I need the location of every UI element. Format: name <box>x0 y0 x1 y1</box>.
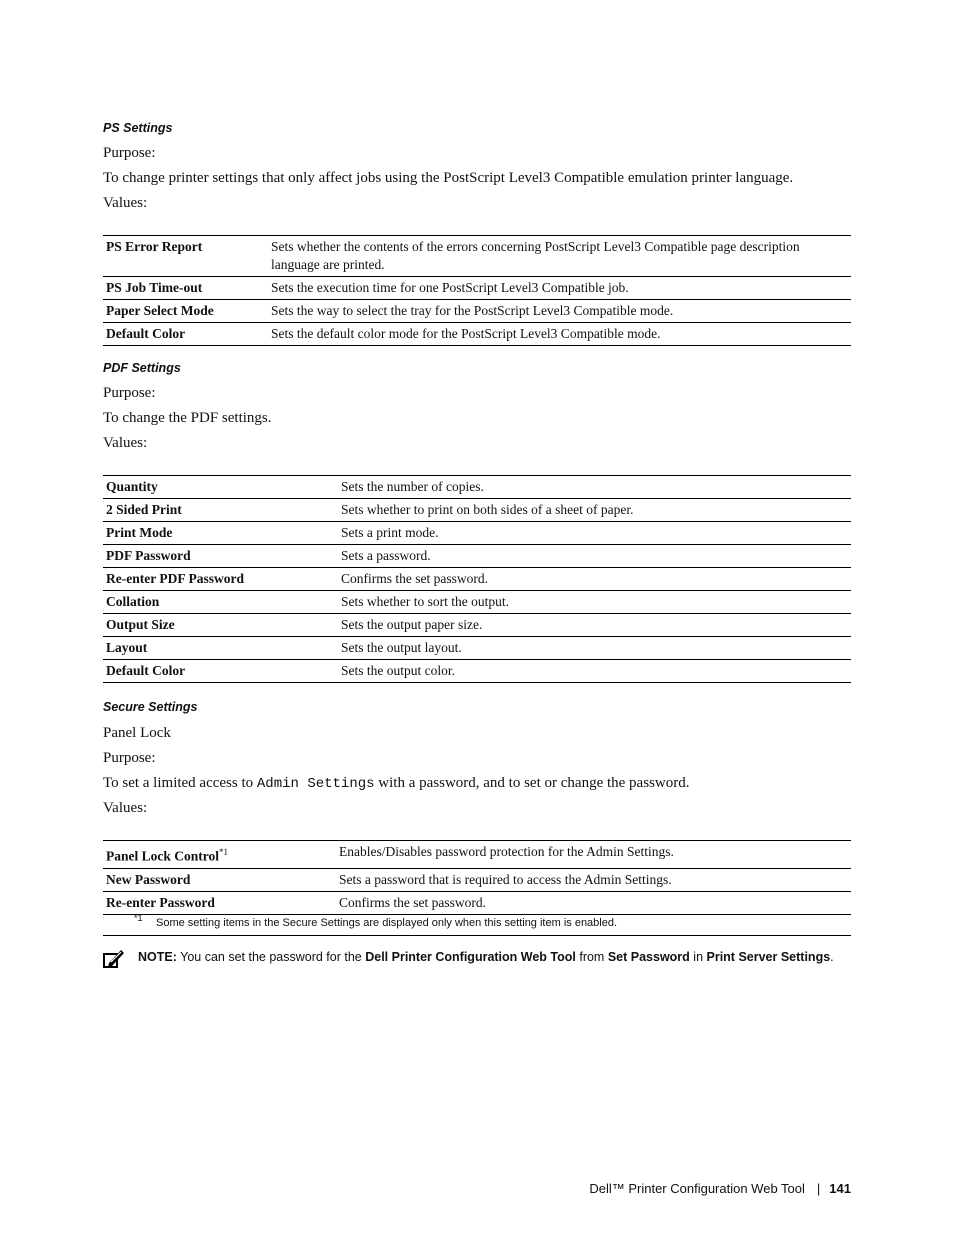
pdf-purpose-text: To change the PDF settings. <box>103 410 272 426</box>
table-footnote <box>103 911 851 936</box>
setting-description: Sets the output color. <box>341 663 455 678</box>
setting-name: Default Color <box>106 326 186 341</box>
secure-values-label: Values: <box>103 800 148 816</box>
footnote-reference: *1 <box>219 847 229 857</box>
table-row <box>103 522 851 545</box>
pdf-settings-heading: PDF Settings <box>103 361 181 375</box>
pdf-settings-table <box>103 475 851 683</box>
setting-name: PS Job Time-out <box>106 280 203 295</box>
setting-description: Sets a print mode. <box>341 525 439 540</box>
note-bold-set-password: Set Password <box>607 950 690 964</box>
table-row <box>103 236 851 277</box>
footnote-mark: *1 <box>134 913 143 923</box>
note-bold-tool: Dell Printer Configuration Web Tool <box>365 950 576 964</box>
table-row <box>103 841 851 869</box>
ps-purpose-text: To change printer settings that only affect jobs using the PostScript Level3 Compatible emulation printer language. <box>103 170 794 186</box>
setting-name: New Password <box>106 871 191 887</box>
ps-settings-table <box>103 235 851 346</box>
setting-name-text: Panel Lock Control <box>106 848 220 864</box>
table-row <box>103 545 851 568</box>
note-text-part: You can set the password for the <box>176 950 366 964</box>
table-row <box>103 591 851 614</box>
setting-name: Collation <box>106 594 160 609</box>
page-number: 141 <box>829 1181 851 1196</box>
panel-lock-subheading: Panel Lock <box>103 725 171 741</box>
table-row <box>103 868 851 891</box>
setting-description: Sets the output layout. <box>341 640 462 655</box>
purpose-text-start: To set a limited access to <box>103 775 257 791</box>
setting-name: Output Size <box>106 617 175 632</box>
table-row <box>103 277 851 300</box>
note-label: NOTE: <box>138 950 177 964</box>
table-row <box>103 660 851 683</box>
table-row <box>103 323 851 346</box>
secure-settings-table <box>103 840 851 915</box>
setting-name: Re-enter PDF Password <box>106 571 244 586</box>
table-row <box>103 499 851 522</box>
note-bold-print-server: Print Server Settings <box>706 950 831 964</box>
setting-name: 2 Sided Print <box>106 502 182 517</box>
note-text-part: in <box>689 950 707 964</box>
ps-purpose-label: Purpose: <box>103 145 156 161</box>
ps-settings-heading: PS Settings <box>103 121 173 135</box>
setting-description: Sets whether to sort the output. <box>341 594 509 609</box>
note-text-part: . <box>830 950 834 964</box>
setting-name: Default Color <box>106 663 186 678</box>
setting-description: Sets the number of copies. <box>341 479 484 494</box>
setting-description: Sets the way to select the tray for the PostScript Level3 Compatible mode. <box>271 303 674 318</box>
setting-description: Sets the output paper size. <box>341 617 483 632</box>
setting-name: Re-enter Password <box>106 894 215 910</box>
note-text-part: from <box>575 950 608 964</box>
setting-description: Sets a password. <box>341 548 431 563</box>
note-text <box>138 950 834 964</box>
setting-name: Print Mode <box>106 525 173 540</box>
setting-description: Sets whether the contents of the errors concerning PostScript Level3 Compatible page description language are printed. <box>271 239 800 272</box>
setting-description: Sets the execution time for one PostScript Level3 Compatible job. <box>271 280 629 295</box>
setting-name: Quantity <box>106 479 158 494</box>
secure-purpose-text <box>103 775 689 792</box>
setting-name: Layout <box>106 640 148 655</box>
table-row <box>103 614 851 637</box>
pdf-purpose-label: Purpose: <box>103 385 156 401</box>
setting-description: Sets whether to print on both sides of a sheet of paper. <box>341 502 634 517</box>
page-footer <box>0 1181 851 1196</box>
setting-name: PS Error Report <box>106 239 203 254</box>
table-row <box>103 300 851 323</box>
pdf-values-label: Values: <box>103 435 148 451</box>
table-row <box>103 476 851 499</box>
setting-description: Sets the default color mode for the PostScript Level3 Compatible mode. <box>271 326 661 341</box>
setting-description: Confirms the set password. <box>341 571 488 586</box>
admin-settings-code: Admin Settings <box>256 776 375 792</box>
footer-title: Dell™ Printer Configuration Web Tool <box>589 1181 805 1196</box>
secure-purpose-label: Purpose: <box>103 750 156 766</box>
setting-description: Sets a password that is required to access the Admin Settings. <box>339 871 672 887</box>
secure-settings-heading: Secure Settings <box>103 700 198 714</box>
setting-description: Enables/Disables password protection for the Admin Settings. <box>339 844 674 859</box>
setting-name: PDF Password <box>106 548 191 563</box>
setting-name: Paper Select Mode <box>106 303 214 318</box>
footer-separator: | <box>816 1181 821 1196</box>
pencil-note-icon <box>103 948 125 968</box>
setting-name <box>103 841 336 869</box>
setting-description: Confirms the set password. <box>339 894 486 910</box>
purpose-text-end: with a password, and to set or change the password. <box>374 775 690 791</box>
table-row <box>103 568 851 591</box>
footnote-text: Some setting items in the Secure Settings are displayed only when this setting item is enabled. <box>156 917 618 929</box>
ps-values-label: Values: <box>103 195 148 211</box>
table-row <box>103 637 851 660</box>
